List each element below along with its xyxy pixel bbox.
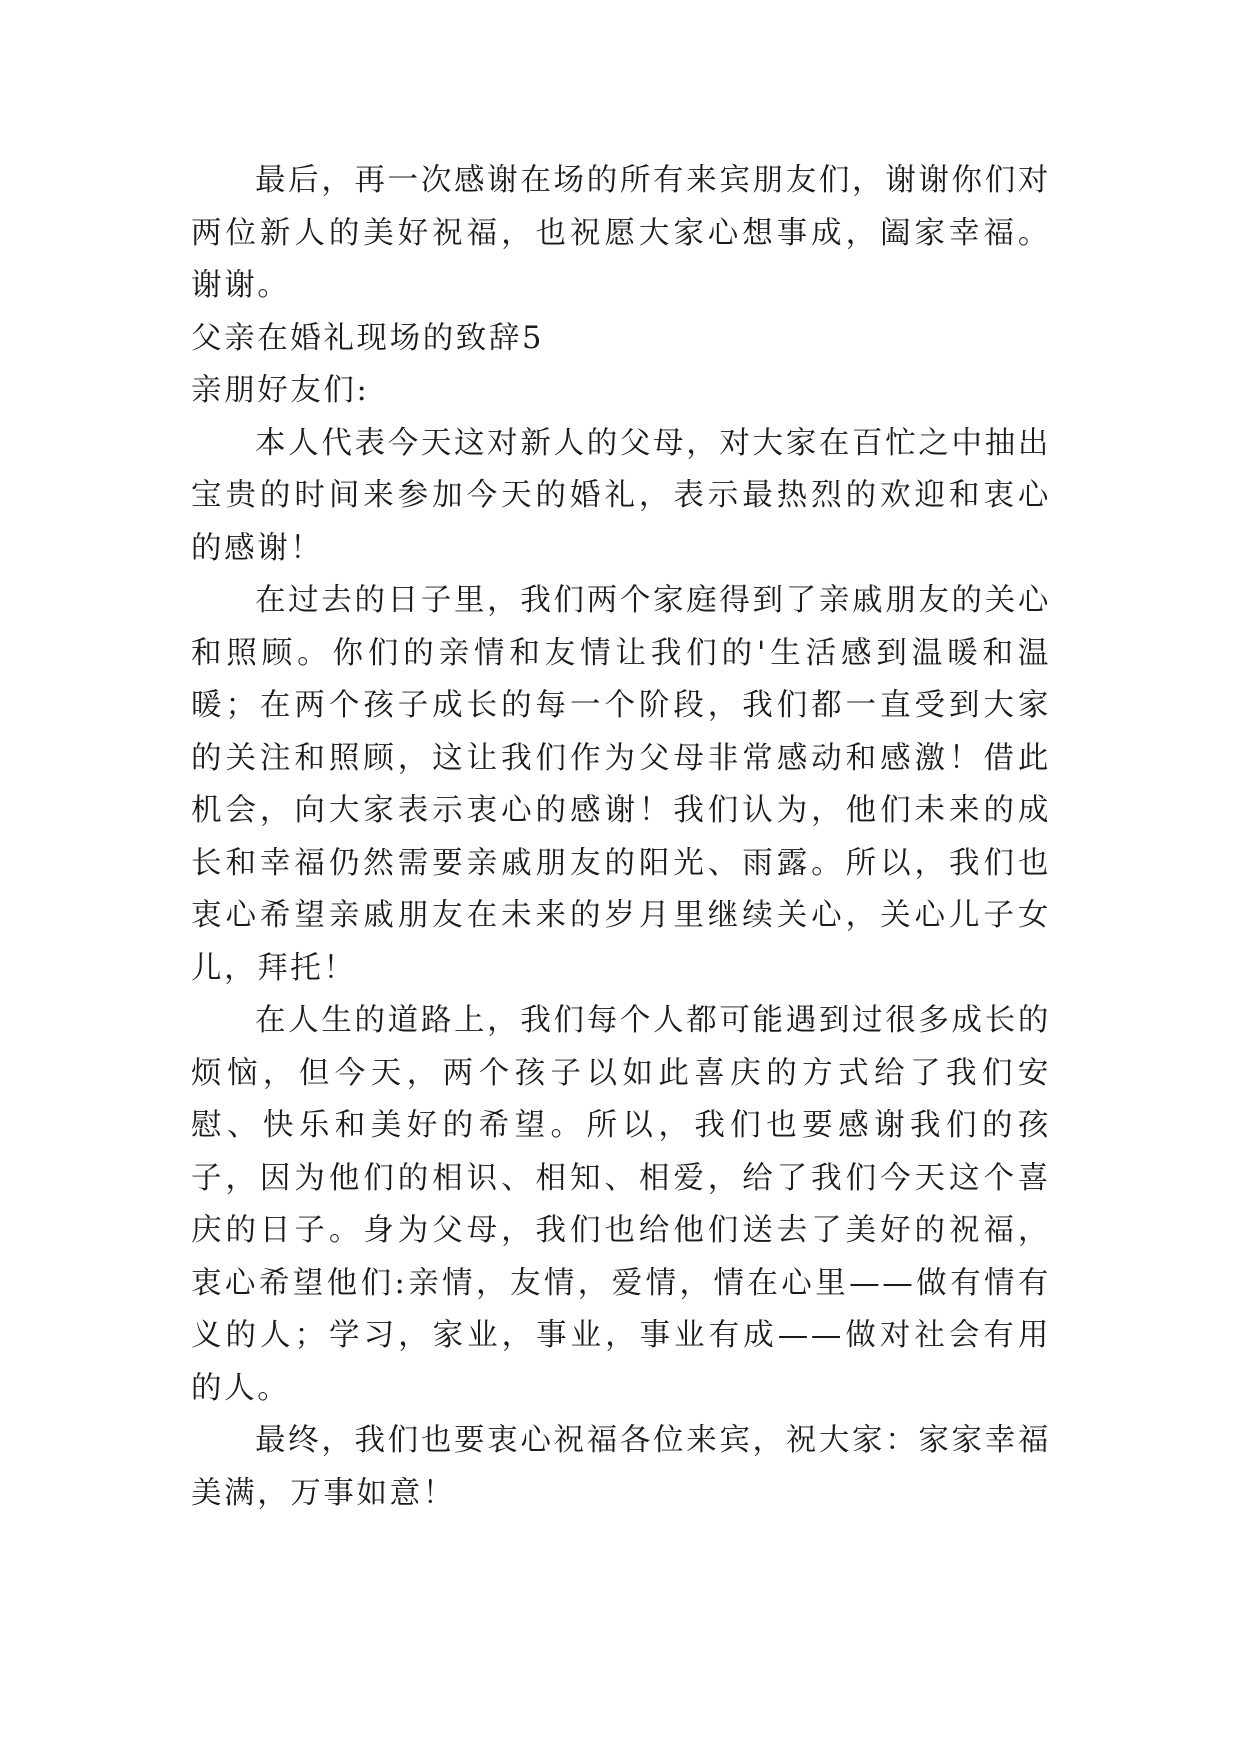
- paragraph-blessing-children: 在人生的道路上，我们每个人都可能遇到过很多成长的烦恼，但今天，两个孩子以如此喜庆的方式给了我们安慰、快乐和美好的希望。所以，我们也要感谢我们的孩子，因为他们的相识、相知、相爱，给了我们今天这个喜庆的日子。身为父母，我们也给他们送去了美好的祝福，衷心希望他们:亲情，友情，爱情，情在心里——做有情有义的人；学习，家业，事业，事业有成——做对社会有用的人。: [191, 1003, 1051, 1406]
- section-heading: 父亲在婚礼现场的致辞5: [191, 320, 545, 356]
- paragraph-closing-thanks: 最后，再一次感谢在场的所有来宾朋友们，谢谢你们对两位新人的美好祝福，也祝愿大家心想事成，阖家幸福。谢谢。: [191, 163, 1051, 303]
- paragraph-final-wishes: 最终，我们也要衷心祝福各位来宾，祝大家：家家幸福美满，万事如意！: [191, 1423, 1051, 1511]
- document-body: [191, 155, 1051, 1520]
- paragraph-gratitude: 在过去的日子里，我们两个家庭得到了亲戚朋友的关心和照顾。你们的亲情和友情让我们的'生活感到温暖和温暖；在两个孩子成长的每一个阶段，我们都一直受到大家的关注和照顾，这让我们作为父母非常感动和感激！借此机会，向大家表示衷心的感谢！我们认为，他们未来的成长和幸福仍然需要亲戚朋友的阳光、雨露。所以，我们也衷心希望亲戚朋友在未来的岁月里继续关心，关心儿子女儿，拜托！: [191, 583, 1051, 986]
- salutation: 亲朋好友们:: [191, 373, 370, 408]
- paragraph-welcome: 本人代表今天这对新人的父母，对大家在百忙之中抽出宝贵的时间来参加今天的婚礼，表示最热烈的欢迎和衷心的感谢！: [191, 425, 1051, 566]
